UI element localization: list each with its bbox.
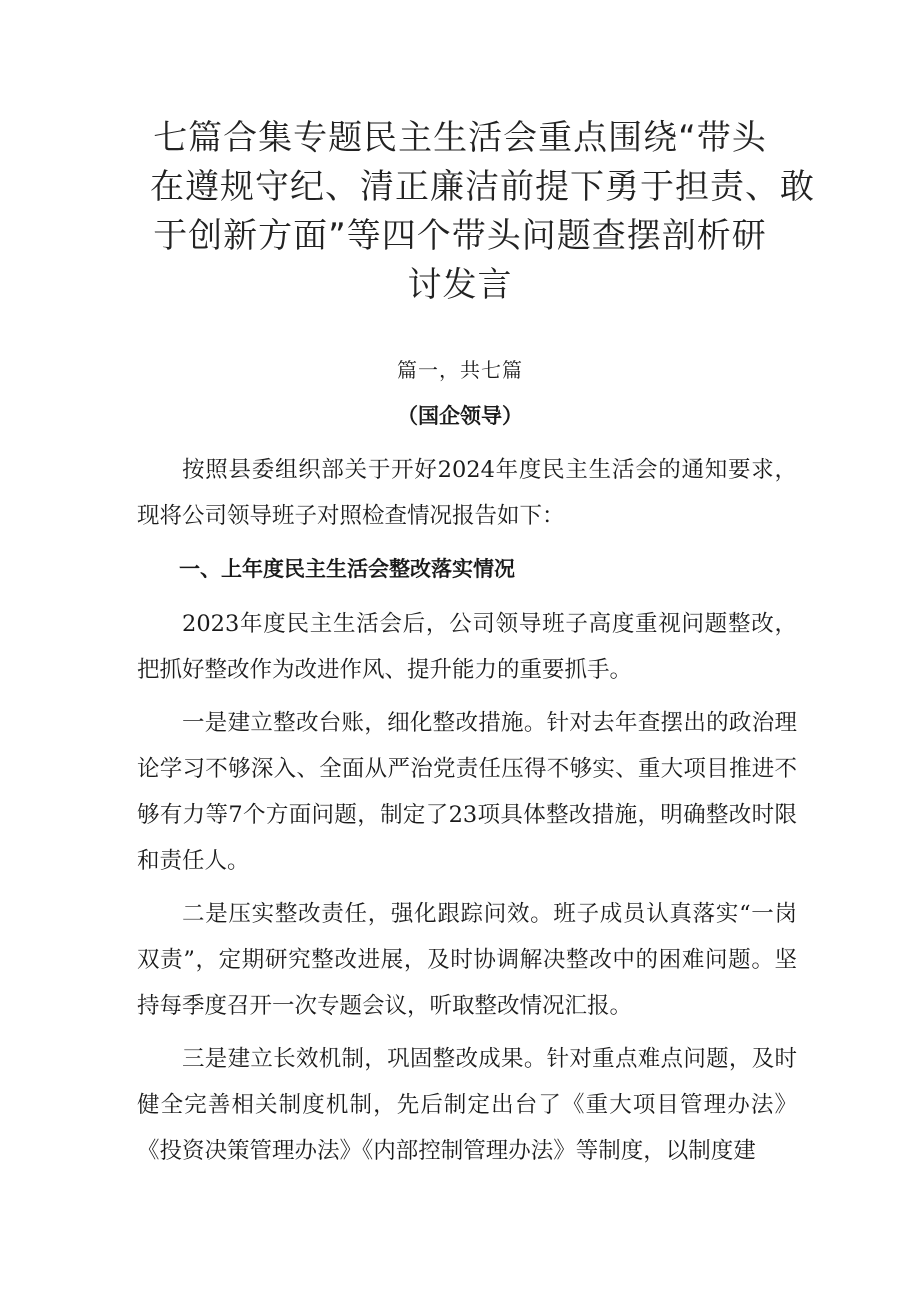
title-line: 讨发言 [407,265,513,305]
paragraph: 一是建立整改台账，细化整改措施。针对去年查摆出的政治理论学习不够深入、全面从严治党责任压得不够实、重大项目推进不够有力等7个方面问题，制定了23项具体整改措施，明确整改时限和责任人。 [137,710,797,874]
paragraph: 二是压实整改责任，强化跟踪问效。班子成员认真落实“一岗双责”，定期研究整改进展，及时协调解决整改中的困难问题。坚持每季度召开一次专题会议，听取整改情况汇报。 [137,901,797,1019]
document-title [150,114,815,310]
title-line: 于创新方面”等四个带头问题查摆剖析研 [153,216,767,256]
section-heading: 一、上年度民主生活会整改落实情况 [179,557,515,581]
author-role: （国企领导） [397,404,523,428]
paragraph: 2023年度民主生活会后，公司领导班子高度重视问题整改，把抓好整改作为改进作风、提升能力的重要抓手。 [137,611,797,683]
document-body [137,447,797,1181]
title-line: 在遵规守纪、清正廉洁前提下勇于担责、敢 [150,167,815,207]
paragraph: 按照县委组织部关于开好2024年度民主生活会的通知要求，现将公司领导班子对照检查情况报告如下： [137,457,797,529]
paragraph: 三是建立长效机制，巩固整改成果。针对重点难点问题，及时健全完善相关制度机制，先后制定出台了《重大项目管理办法》《投资决策管理办法》《内部控制管理办法》等制度，以制度建 [137,1046,797,1164]
document-subtitle: 篇一，共七篇 [397,358,523,382]
title-line: 七篇合集专题民主生活会重点围绕“带头 [153,118,767,158]
